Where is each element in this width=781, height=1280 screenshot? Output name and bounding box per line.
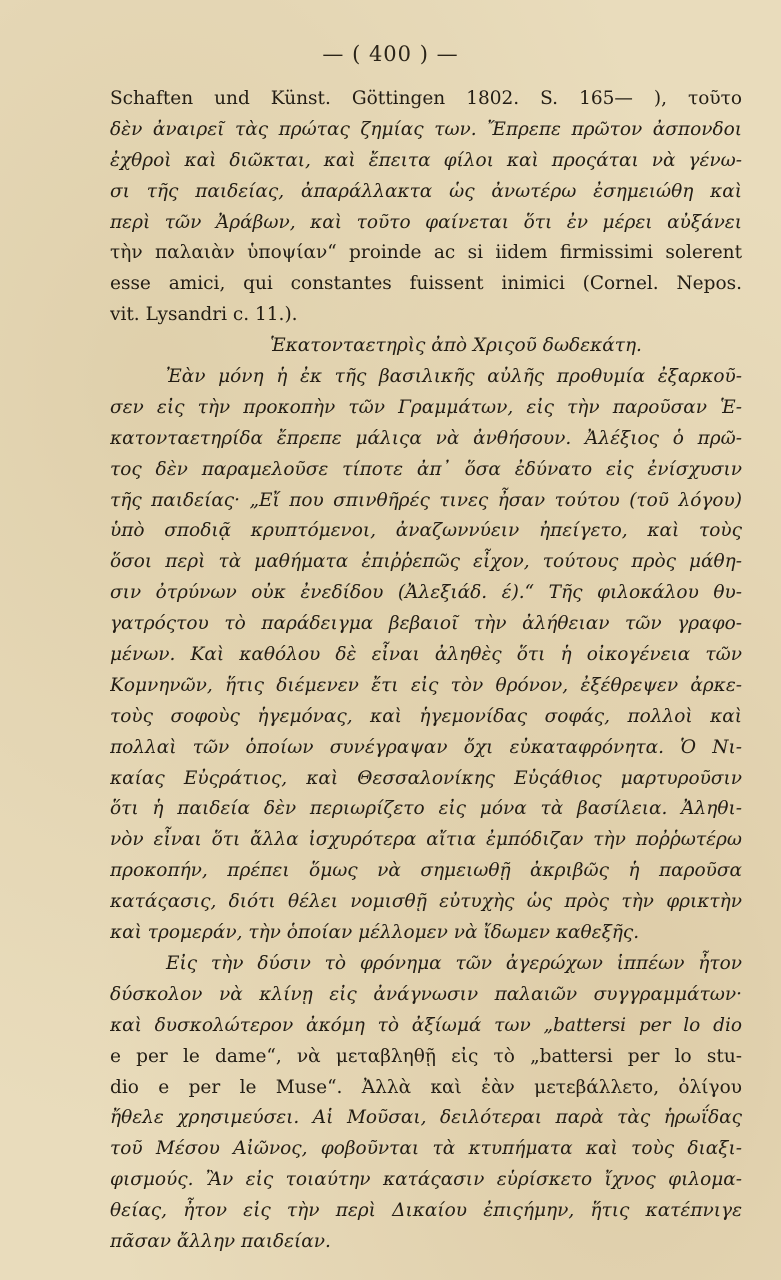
text-line: σιν ὀτρύνων οὐκ ἐνεδίδου (Ἀλεξιάδ. έ).“ Τῆς φιλοκάλου θυ- [110,582,742,604]
text-line: δὲν ἀναιρεῖ τὰς πρώτας ζημίας των. Ἔπρεπε πρῶτον ἀσπονδοι [110,118,742,140]
text-line: τοῦ Μέσου Αἰῶνος, φοβοῦνται τὰ κτυπήματα καὶ τοὺς διαξι- [110,1138,742,1160]
text-line: κατονταετηρίδα ἔπρεπε μάλιςα νὰ ἀνθήσουν. Ἀλέξιος ὁ πρῶ- [110,427,742,449]
text-line: Ἐὰν μόνη ἡ ἐκ τῆς βασιλικῆς αὐλῆς προθυμία ἐξαρκοῦ- [166,366,742,388]
text-line: esse amici, qui constantes fuissent inimici (Cornel. Nepos. [110,273,742,295]
section-heading: Ἑκατονταετηρὶς ἀπὸ Χριςοῦ δωδεκάτη. [270,335,642,357]
text-line: καὶ δυσκολώτερον ἀκόμη τὸ ἀξίωμά των „battersi per lo dio [110,1014,742,1036]
text-line: καίας Εὐςράτιος, καὶ Θεσσαλονίκης Εὐςάθιος μαρτυροῦσιν [110,767,742,789]
text-line: καὶ τρομεράν, τὴν ὁποίαν μέλλομεν νὰ ἴδωμεν καθεξῆς. [110,922,640,944]
text-line: προκοπήν, πρέπει ὅμως νὰ σημειωθῇ ἀκριβῶς ἡ παροῦσα [110,860,742,882]
text-line: Schaften und Künst. Göttingen 1802. S. 165— ), τοῦτο [110,88,742,109]
text-line: ἐχθροὶ καὶ διῶκται, καὶ ἔπειτα φίλοι καὶ προςάται νὰ γένω- [110,149,742,171]
text-line: ὑπὸ σποδιᾷ κρυπτόμενοι, ἀναζωννύειν ἠπείγετο, καὶ τοὺς [110,520,742,542]
text-line: σεν εἰς τὴν προκοπὴν τῶν Γραμμάτων, εἰς τὴν παροῦσαν Ἑ- [110,396,742,418]
text-line: vit. Lysandri c. 11.). [110,304,298,326]
text-line: Εἰς τὴν δύσιν τὸ φρόνημα τῶν ἀγερώχων ἱππέων ἦτον [166,952,742,974]
text-line: τος δὲν παραμελοῦσε τίποτε ἀπ᾽ ὅσα ἐδύνατο εἰς ἐνίσχυσιν [110,458,742,480]
text-line: τὴν παλαιὰν ὑποψίαν“ proinde ac si iidem firmissimi solerent [110,242,742,264]
text-line: δύσκολον νὰ κλίνῃ εἰς ἀνάγνωσιν παλαιῶν συγγραμμάτων· [110,983,742,1005]
page-number-header: — ( 400 ) — [322,42,459,66]
text-line: νὸν εἶναι ὅτι ἄλλα ἰσχυρότερα αἴτια ἐμπόδιζαν τὴν ποῤῥωτέρω [110,829,742,851]
text-line: σι τῆς παιδείας, ἀπαράλλακτα ὡς ἀνωτέρω ἐσημειώθη καὶ [110,180,742,202]
text-line: τῆς παιδείας· „Εἴ που σπινθῆρές τινες ἦσαν τούτου (τοῦ λόγου) [110,489,742,511]
text-line: ὅσοι περὶ τὰ μαθήματα ἐπιῤῥεπῶς εἶχον, τούτους πρὸς μάθη- [110,551,742,573]
text-line: dio e per le Muse“. Ἀλλὰ καὶ ἐὰν μετεβάλλετο, ὀλίγου [110,1076,742,1098]
text-line: κατάςασις, διότι θέλει νομισθῇ εὐτυχὴς ὡς πρὸς τὴν φρικτὴν [110,891,742,913]
text-line: μένων. Καὶ καθόλου δὲ εἶναι ἀληθὲς ὅτι ἡ οἰκογένεια τῶν [110,644,742,666]
text-line: πολλαὶ τῶν ὁποίων συνέγραψαν ὄχι εὐκαταφρόνητα. Ὁ Νι- [110,736,742,758]
text-line: ἤθελε χρησιμεύσει. Αἱ Μοῦσαι, δειλότεραι παρὰ τὰς ἡρωΐδας [110,1107,742,1129]
text-line: ὅτι ἡ παιδεία δὲν περιωρίζετο εἰς μόνα τὰ βασίλεια. Ἀληθι- [110,798,742,820]
text-line: τοὺς σοφοὺς ἡγεμόνας, καὶ ἡγεμονίδας σοφάς, πολλοὶ καὶ [110,705,742,727]
text-line: φισμούς. Ἂν εἰς τοιαύτην κατάςασιν εὑρίσκετο ἴχνος φιλομα- [110,1169,742,1191]
body-text [110,84,742,1258]
text-line: περὶ τῶν Ἀράβων, καὶ τοῦτο φαίνεται ὅτι ἐν μέρει αὐξάνει [110,211,742,233]
text-line: Κομνηνῶν, ἥτις διέμενεν ἔτι εἰς τὸν θρόνον, ἐξέθρεψεν ἀρκε- [110,674,742,696]
text-line: πᾶσαν ἄλλην παιδείαν. [110,1230,331,1252]
text-line: θείας, ἦτον εἰς τὴν περὶ Δικαίου ἐπιςήμην, ἥτις κατέπνιγε [110,1200,742,1222]
text-line: γατρόςτου τὸ παράδειγμα βεβαιοῖ τὴν ἀλήθειαν τῶν γραφο- [110,613,742,635]
text-line: e per le dame“, νὰ μεταβληθῇ εἰς τὸ „battersi per lo stu- [110,1045,742,1067]
